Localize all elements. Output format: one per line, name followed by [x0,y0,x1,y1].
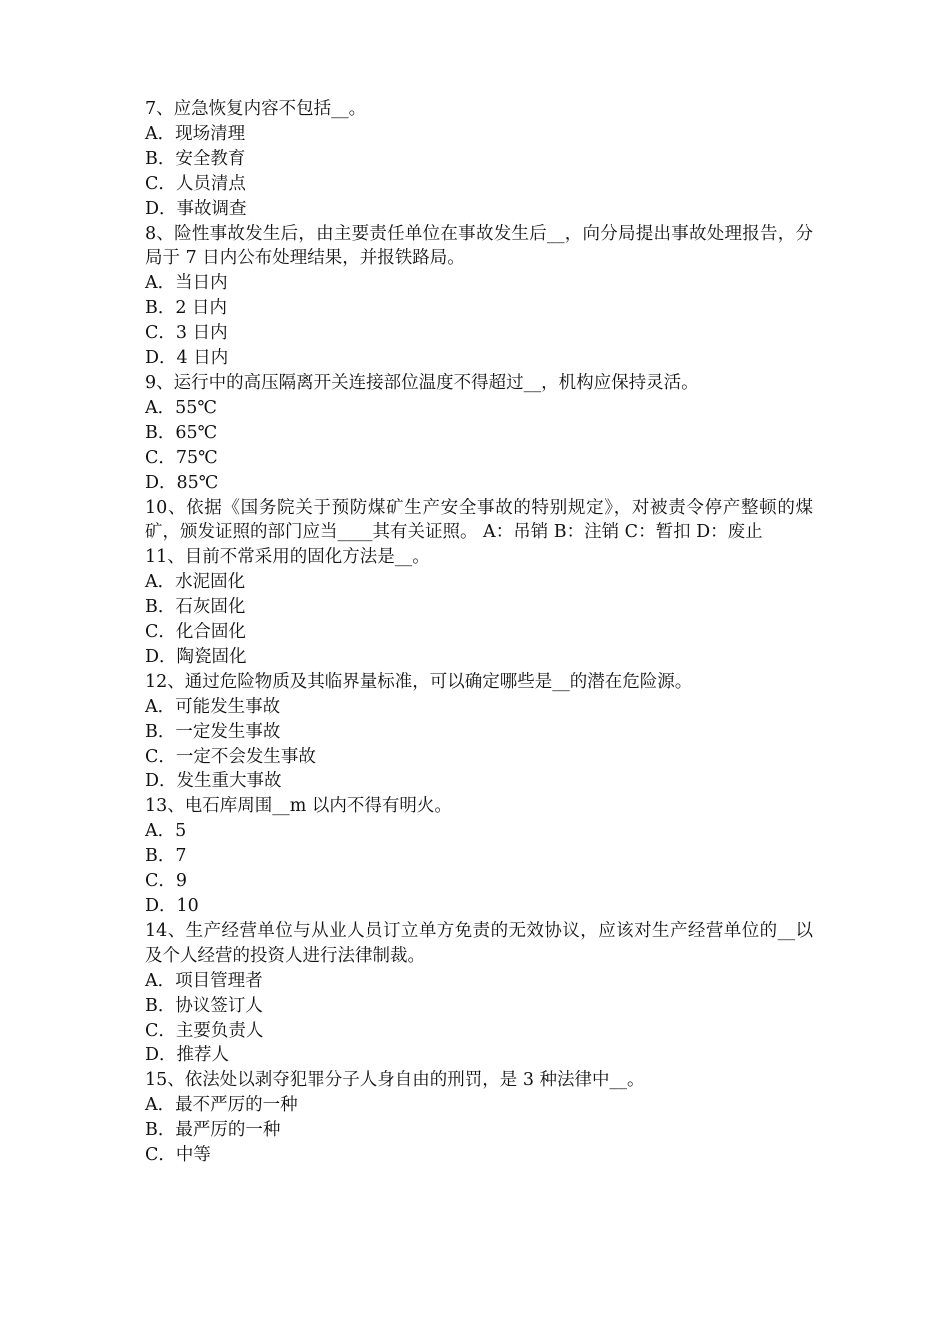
question-7-option-a: A．现场清理 [145,123,246,144]
question-9-option-d: D．85℃ [145,472,219,493]
question-14-option-b: B．协议签订人 [145,995,263,1016]
question-8-stem: 8、险性事故发生后，由主要责任单位在事故发生后__，向分局提出事故处理报告，分局于 7 日内公布处理结果，并报铁路局。 [145,223,813,269]
question-9-option-b: B．65℃ [145,422,218,443]
question-7-stem: 7、应急恢复内容不包括__。 [145,99,367,119]
question-15-option-c: C．中等 [145,1145,211,1166]
question-14-stem: 14、生产经营单位与从业人员订立单方免责的无效协议，应该对生产经营单位的__以及个人经营的投资人进行法律制裁。 [145,920,813,966]
question-8-option-d: D．4 日内 [145,348,229,369]
question-11-option-c: C．化合固化 [145,622,246,643]
question-14-option-d: D．推荐人 [145,1045,230,1066]
question-13-option-a: A．5 [145,821,187,842]
question-13-option-d: D．10 [145,896,199,916]
question-8-option-c: C．3 日内 [145,323,228,344]
question-12-option-a: A．可能发生事故 [145,696,281,717]
question-10-stem: 10、依据《国务院关于预防煤矿生产安全事故的特别规定》，对被责令停产整顿的煤矿，颁发证照的部门应当____其有关证照。 A：吊销 B：注销 C：暂扣 D：废止 [145,497,813,543]
question-11-option-d: D．陶瓷固化 [145,646,247,667]
question-15-stem: 15、依法处以剥夺犯罪分子人身自由的刑罚，是 3 种法律中__。 [145,1070,645,1091]
question-13-option-c: C．9 [145,871,188,892]
question-9-option-c: C．75℃ [145,447,218,468]
question-8-option-b: B．2 日内 [145,298,228,319]
question-8-option-a: A．当日内 [145,273,228,294]
question-9-stem: 9、运行中的高压隔离开关连接部位温度不得超过__，机构应保持灵活。 [145,372,699,393]
question-7-option-b: B．安全教育 [145,148,246,169]
question-15-option-b: B．最严厉的一种 [145,1120,281,1141]
question-9-option-a: A．55℃ [145,397,217,418]
question-14-option-a: A．项目管理者 [145,970,263,991]
question-7-option-d: D．事故调查 [145,198,247,219]
question-11-option-a: A．水泥固化 [145,572,246,593]
question-12-option-c: C．一定不会发生事故 [145,746,316,767]
question-list [145,97,813,1168]
question-15-option-a: A．最不严厉的一种 [145,1095,298,1116]
question-12-stem: 12、通过危险物质及其临界量标准，可以确定哪些是__的潜在危险源。 [145,671,693,692]
question-7-option-c: C．人员清点 [145,173,246,194]
question-12-option-b: B．一定发生事故 [145,721,281,742]
question-13-stem: 13、电石库周围__m 以内不得有明火。 [145,796,452,817]
question-13-option-b: B．7 [145,846,187,867]
question-11-stem: 11、目前不常采用的固化方法是__。 [145,547,430,568]
question-14-option-c: C．主要负责人 [145,1020,264,1041]
question-12-option-d: D．发生重大事故 [145,771,282,792]
question-11-option-b: B．石灰固化 [145,597,246,618]
